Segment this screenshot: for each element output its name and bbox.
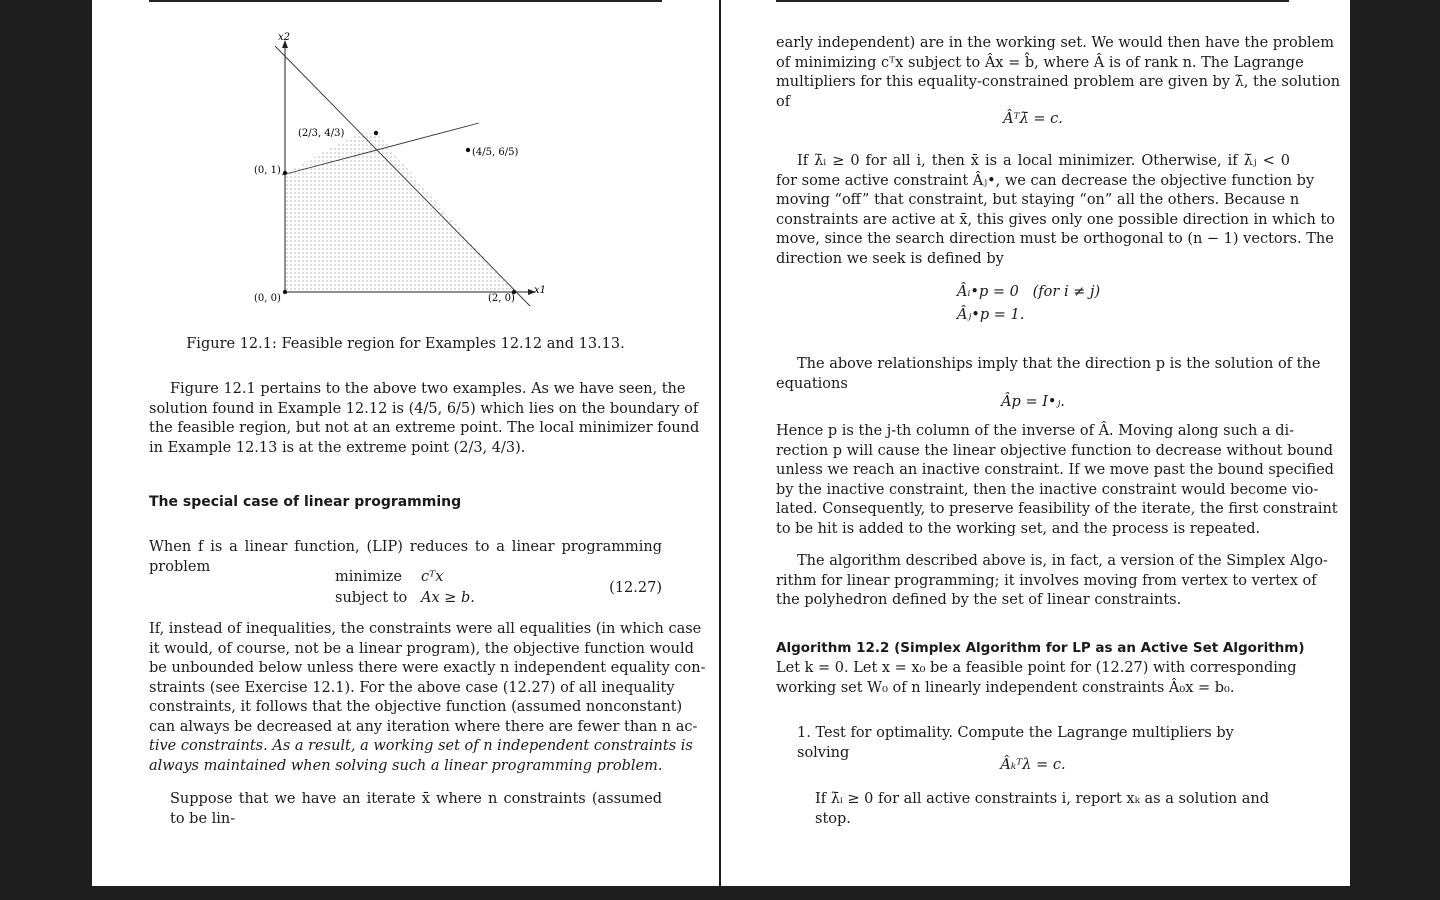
paragraph-inverse: [776, 422, 1338, 539]
text-line: constraints are active at x̄, this gives only one possible direction in which to: [776, 211, 1336, 228]
text-line: moving “off” that constraint, but staying “on” all the others. Because n: [776, 192, 1300, 208]
x1-label: x1: [534, 285, 547, 296]
paragraph-simplex: [776, 552, 1328, 611]
text-line: the feasible region, but not at an extreme point. The local minimizer found: [149, 420, 700, 436]
text-line: constraints, it follows that the objective function (assumed nonconstant): [149, 699, 683, 715]
text-line: always maintained when solving such a linear programming problem.: [149, 757, 663, 774]
text-line: in Example 12.13 is at the extreme point (2/3, 4/3).: [149, 439, 526, 456]
text-line: by the inactive constraint, then the inactive constraint would become vio-: [776, 481, 1319, 498]
text-line: unless we reach an inactive constraint. If we move past the bound specified: [776, 462, 1334, 478]
text-line: solution found in Example 12.12 is (4/5, 6/5) which lies on the boundary of: [149, 400, 699, 417]
text-line: of: [776, 93, 791, 110]
equation-direction-a: Âᵢ•p = 0 (for i ≠ j): [957, 284, 1101, 300]
text-line: equations: [776, 375, 848, 392]
equation-ap: Âp = I•ⱼ.: [1001, 394, 1065, 410]
left-page: [92, 0, 719, 886]
eq-subject-to-label: subject to: [335, 590, 408, 606]
equation-direction-b: Âⱼ•p = 1.: [957, 307, 1025, 323]
text-line: working set W₀ of n linearly independent constraints Â₀x = b₀.: [776, 679, 1235, 696]
eq-minimize-label: minimize: [335, 569, 402, 585]
text-line: multipliers for this equality-constrained problem are given by λ̄, the solution: [776, 74, 1341, 90]
equation-step-1: Âₖᵀλ = c.: [1000, 757, 1066, 773]
paragraph-multipliers: [776, 152, 1336, 269]
text-line: for some active constraint Âⱼ•, we can decrease the objective function by: [776, 172, 1315, 189]
right-page: [721, 0, 1350, 886]
text-line: can always be decreased at any iteration where there are fewer than n ac-: [149, 718, 698, 735]
point-2-3-4-3: [374, 131, 378, 135]
text-line: The algorithm described above is, in fact, a version of the Simplex Algo-: [797, 553, 1328, 569]
equation-lagrange: Âᵀλ̄ = c.: [1003, 111, 1063, 127]
text-line: Figure 12.1 pertains to the above two examples. As we have seen, the: [170, 381, 686, 397]
text-line: rection p will cause the linear objective function to decrease without bound: [776, 442, 1334, 459]
text-line: the polyhedron defined by the set of linear constraints.: [776, 592, 1182, 608]
label-2-3-4-3: (2/3, 4/3): [298, 128, 345, 139]
eq-subject-to-expr: Ax ≥ b.: [421, 590, 475, 606]
label-0-0: (0, 0): [254, 293, 281, 304]
point-4-5-6-5: [466, 148, 470, 152]
top-rule: [149, 0, 662, 2]
eq-number: (12.27): [609, 580, 662, 596]
text-line: be unbounded below unless there were exactly n independent equality con-: [149, 660, 706, 676]
text-line: The above relationships imply that the direction p is the solution of the: [797, 356, 1321, 372]
text-line: Let k = 0. Let x = x₀ be a feasible point for (12.27) with corresponding: [776, 660, 1297, 676]
section-heading-linear-programming: The special case of linear programming: [149, 494, 462, 510]
text-line: of minimizing cᵀx subject to Âx = b̂, where Â is of rank n. The Lagrange: [776, 54, 1304, 71]
paragraph-figure-discussion: [149, 380, 700, 458]
equation-12-27: [149, 569, 662, 611]
x2-label: x2: [278, 32, 291, 43]
point-0-1: [283, 171, 287, 175]
paragraph-iterate: Suppose that we have an iterate x̄ where n constraints (assumed to be lin-: [170, 791, 662, 827]
text-line: tive constraints. As a result, a working set of n independent constraints is: [149, 738, 693, 754]
label-0-1: (0, 1): [254, 165, 281, 176]
feasible-region-figure: [242, 28, 562, 318]
label-2-0: (2, 0): [488, 293, 515, 304]
top-rule: [776, 0, 1289, 2]
paragraph-lip-intro: When f is a linear function, (LIP) reduces to a linear programming problem: [149, 539, 662, 575]
text-line: Hence p is the j-th column of the inverse of Â. Moving along such a di-: [776, 423, 1295, 439]
text-line: If, instead of inequalities, the constraints were all equalities (in which case: [149, 621, 702, 637]
paragraph-direction: [776, 355, 1321, 394]
text-line: straints (see Exercise 12.1). For the above case (12.27) of all inequality: [149, 679, 675, 696]
algorithm-step-1: 1. Test for optimality. Compute the Lagrange multipliers by solving: [797, 725, 1234, 761]
label-4-5-6-5: (4/5, 6/5): [472, 147, 519, 158]
text-line: lated. Consequently, to preserve feasibility of the iterate, the first constraint: [776, 501, 1338, 517]
text-line: it would, of course, not be a linear program), the objective function would: [149, 640, 694, 657]
text-line: If λ̄ᵢ ≥ 0 for all i, then x̄ is a local minimizer. Otherwise, if λ̄ⱼ < 0: [797, 153, 1290, 169]
text-line: rithm for linear programming; it involves moving from vertex to vertex of: [776, 572, 1317, 589]
algorithm-step-1-stop: If λ̄ᵢ ≥ 0 for all active constraints i, report xₖ as a solution and stop.: [815, 791, 1270, 827]
eq-minimize-expr: cᵀx: [421, 569, 444, 585]
text-line: direction we seek is defined by: [776, 250, 1004, 267]
algorithm-init: [776, 659, 1297, 698]
figure-caption: Figure 12.1: Feasible region for Examples 12.12 and 13.13.: [186, 336, 625, 352]
text-line: to be hit is added to the working set, and the process is repeated.: [776, 520, 1261, 537]
algorithm-heading: Algorithm 12.2 (Simplex Algorithm for LP as an Active Set Algorithm): [776, 640, 1305, 656]
paragraph-equalities: [149, 620, 706, 776]
point-0-0: [283, 290, 287, 294]
paragraph-working-set: [776, 34, 1341, 112]
text-line: move, since the search direction must be orthogonal to (n − 1) vectors. The: [776, 231, 1334, 247]
text-line: early independent) are in the working set. We would then have the problem: [776, 35, 1334, 51]
